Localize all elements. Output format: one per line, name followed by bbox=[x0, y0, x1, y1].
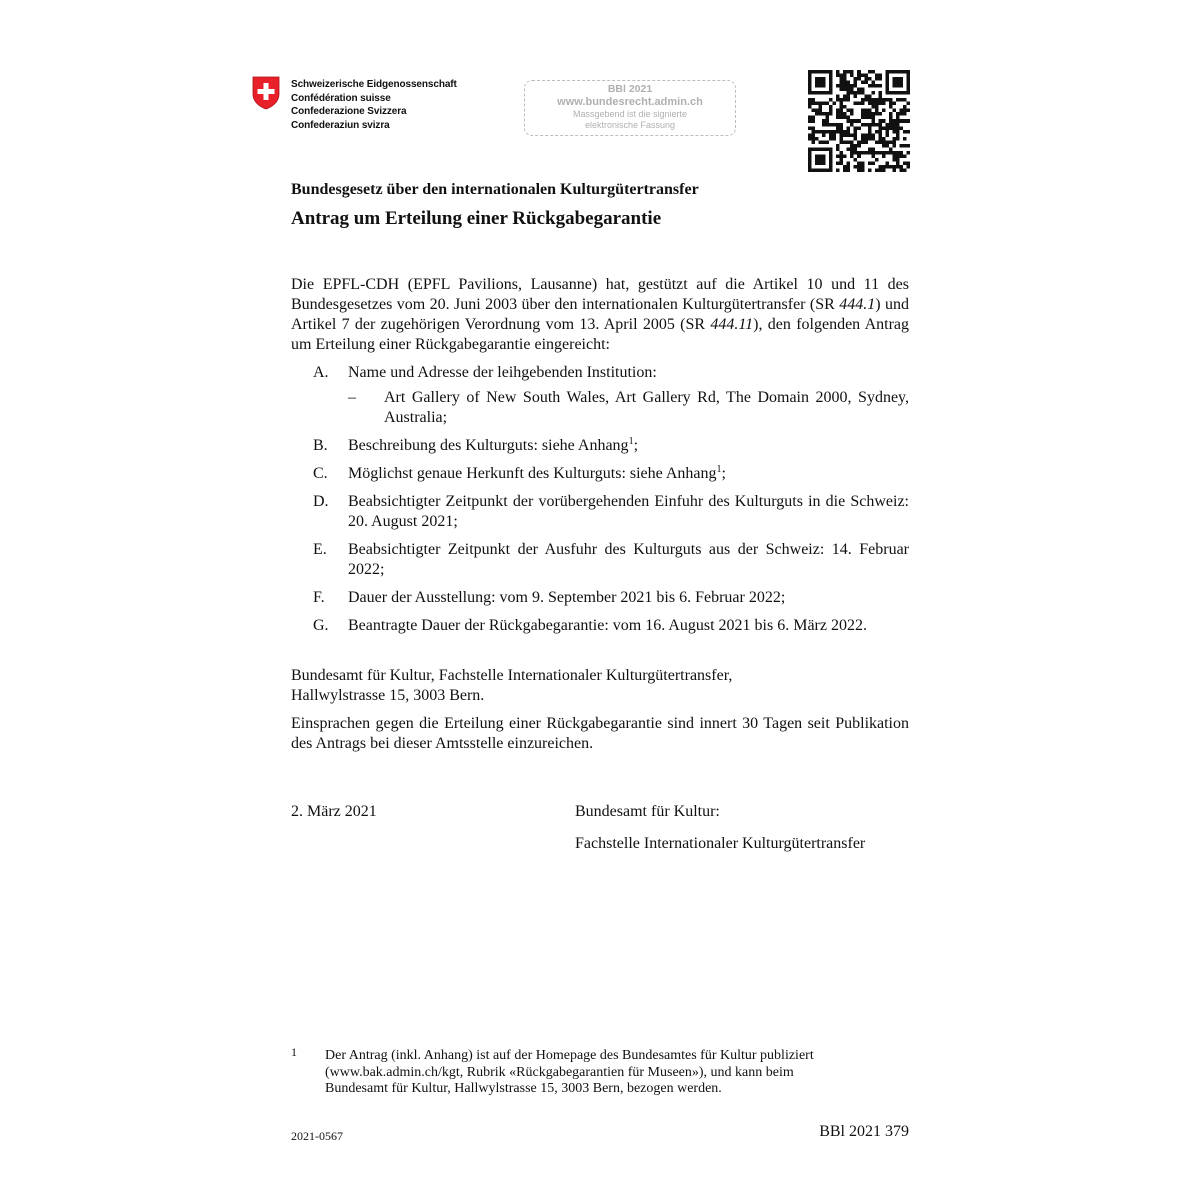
item-text: Beschreibung des Kulturguts: siehe Anhang bbox=[348, 437, 629, 454]
list-item bbox=[291, 616, 909, 636]
sub-item-dash: – bbox=[348, 389, 356, 406]
application-items bbox=[291, 363, 909, 644]
qr-code-icon bbox=[808, 70, 910, 172]
sub-item bbox=[348, 388, 909, 428]
sub-item-text: Art Gallery of New South Wales, Art Gallery Rd, The Domain 2000, Sydney, Australia; bbox=[384, 389, 909, 426]
stamp-line-1: BBl 2021 bbox=[607, 83, 653, 95]
item-label: A. bbox=[313, 364, 329, 381]
document-title: Antrag um Erteilung einer Rückgabegarantie bbox=[291, 208, 662, 229]
footnote-number: 1 bbox=[291, 1045, 297, 1059]
publication-stamp bbox=[524, 80, 736, 136]
item-label: B. bbox=[313, 437, 328, 454]
confederation-names bbox=[291, 78, 457, 132]
item-text: Möglichst genaue Herkunft des Kulturguts: siehe Anhang bbox=[348, 465, 717, 482]
bbl-citation: BBl 2021 379 bbox=[819, 1123, 909, 1140]
sr-number-1: 444.1 bbox=[839, 296, 876, 313]
confederation-name-rm: Confederaziun svizra bbox=[291, 119, 390, 131]
footnote-line-3: Bundesamt für Kultur, Hallwylstrasse 15, 3003 Bern, bezogen werden. bbox=[325, 1081, 722, 1096]
footnote-text bbox=[325, 1048, 905, 1098]
authority-address bbox=[291, 666, 909, 706]
item-label: F. bbox=[313, 589, 325, 606]
stamp-line-4: elektronische Fassung bbox=[584, 120, 676, 130]
confederation-name-fr: Confédération suisse bbox=[291, 92, 391, 104]
item-text: Name und Adresse der leihgebenden Institution: bbox=[348, 364, 657, 381]
address-line-2: Hallwylstrasse 15, 3003 Bern. bbox=[291, 687, 485, 704]
intro-text-1: Die EPFL-CDH (EPFL Pavilions, Lausanne) hat, gestützt auf die Artikel 10 und 11 des Bundesgesetzes vom 20. Juni 2003 über den internationalen Kulturgütertransfer (SR bbox=[291, 276, 909, 313]
footnote-ref[interactable]: 1 bbox=[716, 464, 722, 475]
confederation-name-de: Schweizerische Eidgenossenschaft bbox=[291, 79, 457, 90]
stamp-line-2: www.bundesrecht.admin.ch bbox=[557, 96, 703, 108]
signature-date: 2. März 2021 bbox=[291, 803, 377, 820]
footnote-line-1: Der Antrag (inkl. Anhang) ist auf der Homepage des Bundesamtes für Kultur publiziert bbox=[325, 1048, 814, 1063]
item-text: Beabsichtigter Zeitpunkt der Ausfuhr des Kulturguts aus der Schweiz: 14. Februar 2022; bbox=[348, 541, 909, 578]
footnote-ref[interactable]: 1 bbox=[628, 436, 634, 447]
address-line-1: Bundesamt für Kultur, Fachstelle Internationaler Kulturgütertransfer, bbox=[291, 667, 733, 684]
sr-number-2: 444.11 bbox=[710, 316, 754, 333]
confederation-name-it: Confederazione Svizzera bbox=[291, 106, 407, 117]
list-item bbox=[291, 363, 909, 428]
item-tail: ; bbox=[633, 437, 639, 454]
objection-notice bbox=[291, 714, 909, 754]
intro-text-3: ), den folgenden Antrag um Erteilung einer Rückgabegarantie eingereicht: bbox=[291, 316, 910, 353]
item-label: D. bbox=[313, 493, 329, 510]
list-item bbox=[291, 492, 909, 532]
item-label: C. bbox=[313, 465, 328, 482]
intro-text-2: ) und Artikel 7 der zugehörigen Verordnung vom 13. April 2005 (SR bbox=[291, 296, 909, 333]
law-title: Bundesgesetz über den internationalen Kulturgütertransfer bbox=[291, 181, 699, 198]
item-text: Beabsichtigter Zeitpunkt der vorübergehenden Einfuhr des Kulturguts in die Schweiz: 20. August 2021; bbox=[348, 493, 909, 530]
list-item bbox=[291, 588, 909, 608]
list-item bbox=[291, 436, 909, 456]
item-text: Dauer der Ausstellung: vom 9. September 2021 bis 6. Februar 2022; bbox=[348, 589, 786, 606]
signature-office: Bundesamt für Kultur: bbox=[575, 803, 720, 820]
list-item bbox=[291, 464, 909, 484]
item-tail: ; bbox=[721, 465, 726, 482]
swiss-cross-icon bbox=[252, 76, 280, 110]
item-text: Beantragte Dauer der Rückgabegarantie: vom 16. August 2021 bis 6. März 2022. bbox=[348, 617, 867, 634]
footnote-line-2: (www.bak.admin.ch/kgt, Rubrik «Rückgabegarantien für Museen»), und kann beim bbox=[325, 1064, 794, 1080]
objection-text: Einsprachen gegen die Erteilung einer Rückgabegarantie sind innert 30 Tagen seit Publikation des Antrags bei dieser Amtsstelle einzureichen. bbox=[291, 715, 909, 752]
list-item bbox=[291, 540, 909, 580]
item-label: E. bbox=[313, 541, 327, 558]
document-reference: 2021-0567 bbox=[291, 1129, 343, 1143]
item-label: G. bbox=[313, 617, 329, 634]
stamp-line-3: Massgebend ist die signierte bbox=[572, 109, 688, 119]
intro-paragraph bbox=[291, 275, 909, 355]
signature-unit: Fachstelle Internationaler Kulturgütertransfer bbox=[575, 835, 866, 852]
